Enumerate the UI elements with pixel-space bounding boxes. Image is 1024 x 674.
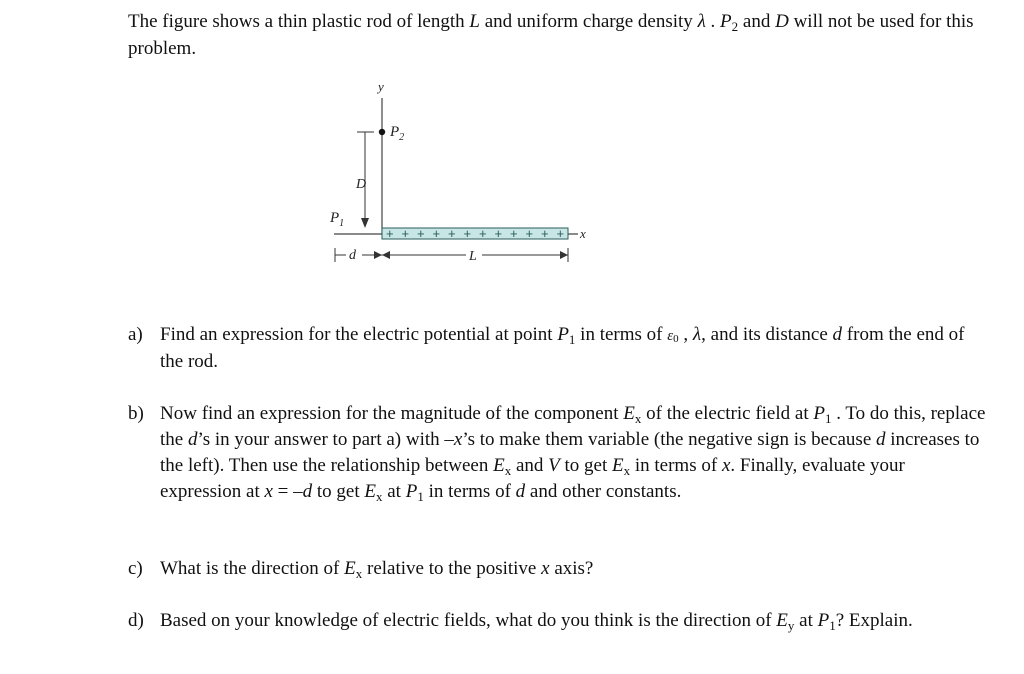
question-c (128, 556, 988, 582)
rod-figure (318, 76, 598, 276)
question-b (128, 401, 988, 505)
plus-charge: + (463, 226, 472, 241)
plus-charge: + (479, 226, 487, 241)
intro-text: will not be used for this problem. (128, 11, 974, 59)
intro-text: and (738, 11, 776, 32)
plus-charge: + (525, 226, 534, 241)
question-body: Based on your knowledge of electric fields, what do you think is the direction of $E_y$ at $P_1$? Explain. (160, 610, 913, 633)
point-P2 (379, 129, 385, 135)
intro-text: The figure shows a thin plastic rod of length (128, 11, 470, 32)
x-axis-label: x (580, 226, 586, 241)
problem-intro (128, 8, 998, 62)
question-label: d) (128, 610, 144, 631)
var-lambda: λ (697, 11, 706, 32)
dim-L-arrow-right (560, 251, 568, 259)
dim-L-arrow-left (382, 251, 390, 259)
var-P2: P (720, 11, 732, 32)
plus-charge: + (432, 226, 441, 241)
label-L: L (469, 249, 477, 264)
dim-D-arrow (361, 218, 369, 228)
label-P1: $P_1$ (330, 210, 345, 229)
var-P2-sub: 2 (731, 19, 739, 34)
label-P2: $P_2$ (390, 124, 405, 143)
question-a (128, 322, 988, 375)
label-D: D (356, 177, 367, 192)
question-label: a) (128, 324, 143, 345)
intro-text: and uniform charge density (479, 11, 698, 32)
plus-charge: + (448, 226, 456, 241)
plus-charge: + (401, 226, 410, 241)
question-d (128, 608, 988, 634)
question-body: Now find an expression for the magnitude of the component $E_x$ of the electric field at $P_1$ . To do this, replace the d’s in your answer to part a) with –x’s to make them variable (the negative sign is because d increases to the left). Then use the relationship between $E_x$ and V to get $E_x$ in terms of x. Finally, evaluate your expression at x = –d to get $E_x$ at $P_1$ in terms of d and other constants. (160, 403, 986, 504)
plus-charge: + (510, 226, 518, 241)
var-L: L (469, 11, 480, 32)
plus-charge: + (386, 226, 394, 241)
label-d: d (349, 248, 356, 263)
plus-charge: + (494, 226, 503, 241)
dim-d-arrow (374, 251, 382, 259)
y-axis-label: y (378, 79, 384, 94)
plus-charge: + (556, 226, 565, 241)
question-body: What is the direction of $E_x$ relative to the positive x axis? (160, 558, 594, 581)
var-D: D (775, 11, 789, 32)
question-body: Find an expression for the electric potential at point $P_1$ in terms of $\varepsilon_0$ , λ, and its distance d from the end of the rod. (160, 324, 965, 372)
intro-text: . (705, 11, 721, 32)
plus-charge: + (417, 226, 425, 241)
question-label: c) (128, 558, 143, 579)
plus-charge: + (541, 226, 549, 241)
question-label: b) (128, 403, 144, 424)
